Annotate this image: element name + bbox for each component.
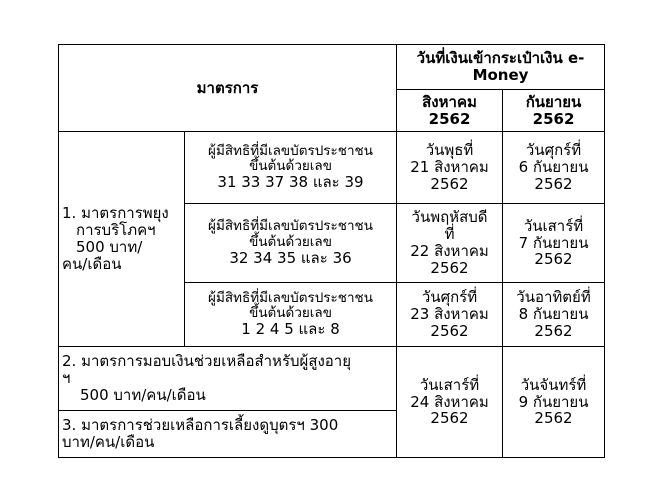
measure3-title: 3. มาตรการช่วยเหลือการเลี้ยงดูบุตรฯ 300 บาท/คน/เดือน	[59, 411, 397, 458]
aug-date-group-1: วันพุธที่ 21 สิงหาคม 2562	[397, 132, 503, 204]
header-august-label: สิงหาคม 2562	[422, 92, 477, 128]
disbursement-schedule-table	[58, 44, 605, 458]
aug-date-shared: วันเสาร์ที่ 24 สิงหาคม 2562	[397, 347, 503, 458]
aug-date-group-3: วันศุกร์ที่ 23 สิงหาคม 2562	[397, 283, 503, 347]
sep-date-group-1: วันศุกร์ที่ 6 กันยายน 2562	[503, 132, 605, 204]
eligibility-group-1: ผู้มีสิทธิที่มีเลขบัตรประชาชน ขึ้นต้นด้วยเลข 31 33 37 38 และ 39	[185, 132, 397, 204]
id-digits-2: 32 34 35 และ 36	[229, 248, 352, 267]
id-digits-3: 1 2 4 5 และ 8	[241, 320, 340, 339]
header-august	[397, 90, 503, 132]
eligibility-group-3: ผู้มีสิทธิที่มีเลขบัตรประชาชน ขึ้นต้นด้วยเลข 1 2 4 5 และ 8	[185, 283, 397, 347]
measure1-title: 1. มาตรการพยุง การบริโภคฯ 500 บาท/ คน/เดือน	[59, 132, 185, 347]
id-digits-1: 31 33 37 38 และ 39	[217, 173, 364, 192]
header-september	[503, 90, 605, 132]
measure2-title: 2. มาตรการมอบเงินช่วยเหลือสำหรับผู้สูงอายุ ฯ 500 บาท/คน/เดือน	[59, 347, 397, 411]
header-september-label: กันยายน 2562	[525, 92, 582, 128]
header-date-title: วันที่เงินเข้ากระเป๋าเงิน e-Money	[397, 45, 605, 90]
sep-date-group-2: วันเสาร์ที่ 7 กันยายน 2562	[503, 204, 605, 283]
header-measure: มาตรการ	[59, 45, 397, 132]
sep-date-group-3: วันอาทิตย์ที่ 8 กันยายน 2562	[503, 283, 605, 347]
eligibility-group-2: ผู้มีสิทธิที่มีเลขบัตรประชาชน ขึ้นต้นด้วยเลข 32 34 35 และ 36	[185, 204, 397, 283]
sep-date-shared: วันจันทร์ที่ 9 กันยายน 2562	[503, 347, 605, 458]
aug-date-group-2: วันพฤหัสบดี ที่ 22 สิงหาคม 2562	[397, 204, 503, 283]
